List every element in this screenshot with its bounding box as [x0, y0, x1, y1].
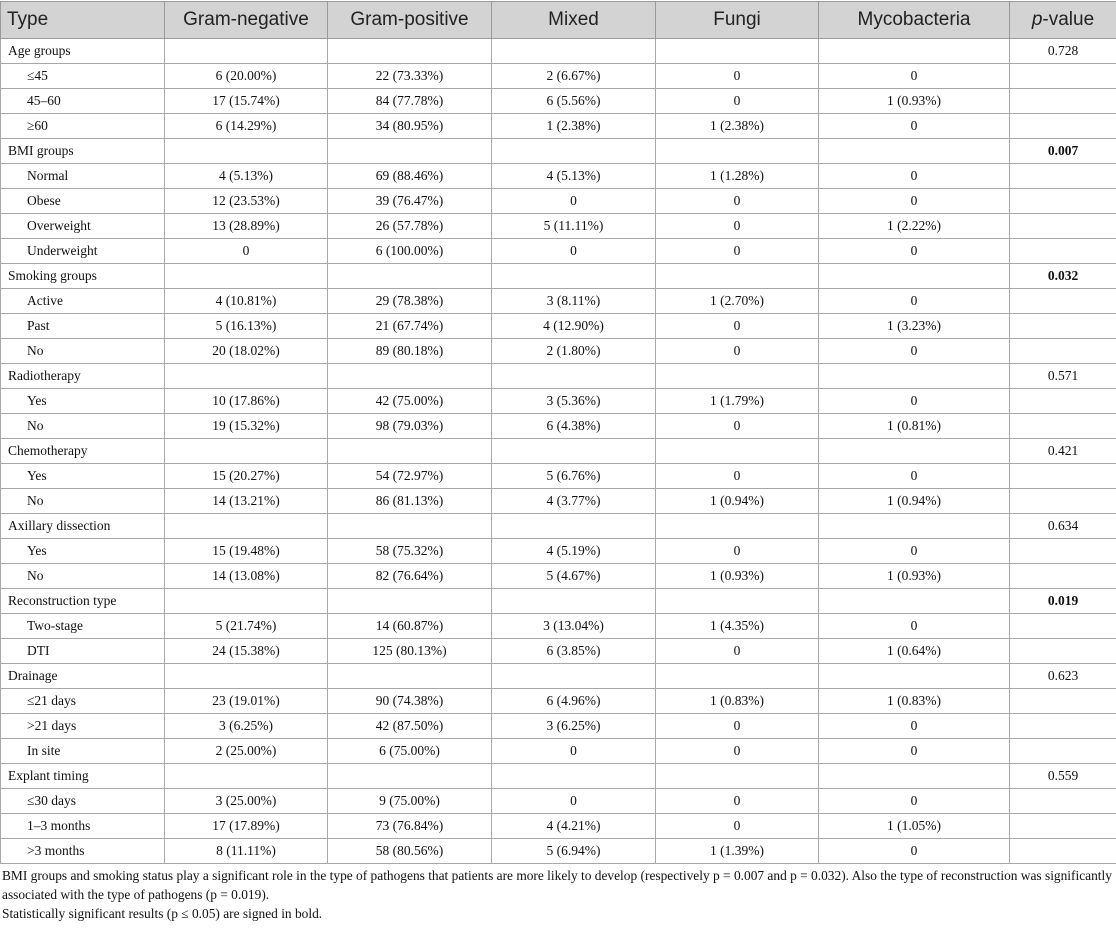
gram-positive-cell: 22 (73.33%)	[328, 64, 492, 89]
mixed-cell: 4 (3.77%)	[492, 489, 656, 514]
mycobacteria-cell: 0	[819, 289, 1010, 314]
fungi-cell	[656, 39, 819, 64]
table-row	[1, 339, 1116, 364]
mycobacteria-cell: 0	[819, 239, 1010, 264]
gram-negative-cell	[165, 39, 328, 64]
p-value-cell	[1010, 464, 1116, 489]
fungi-cell	[656, 364, 819, 389]
mixed-cell	[492, 589, 656, 614]
fungi-cell: 0	[656, 414, 819, 439]
mycobacteria-cell: 0	[819, 739, 1010, 764]
mixed-cell: 2 (1.80%)	[492, 339, 656, 364]
fungi-cell: 0	[656, 89, 819, 114]
mycobacteria-cell: 0	[819, 164, 1010, 189]
mycobacteria-cell: 0	[819, 839, 1010, 864]
p-value-cell	[1010, 89, 1116, 114]
p-value-cell	[1010, 689, 1116, 714]
fungi-cell	[656, 589, 819, 614]
gram-positive-cell: 34 (80.95%)	[328, 114, 492, 139]
gram-negative-cell: 10 (17.86%)	[165, 389, 328, 414]
table-row	[1, 414, 1116, 439]
fungi-cell: 0	[656, 814, 819, 839]
gram-negative-cell: 3 (6.25%)	[165, 714, 328, 739]
mixed-cell: 6 (5.56%)	[492, 89, 656, 114]
gram-negative-cell: 17 (17.89%)	[165, 814, 328, 839]
table-row	[1, 614, 1116, 639]
table-row	[1, 739, 1116, 764]
fungi-cell: 1 (1.28%)	[656, 164, 819, 189]
gram-negative-cell	[165, 364, 328, 389]
gram-positive-cell: 125 (80.13%)	[328, 639, 492, 664]
group-label: Radiotherapy	[1, 364, 165, 389]
p-value-cell	[1010, 389, 1116, 414]
header-mycobacteria: Mycobacteria	[819, 2, 1010, 39]
table-row	[1, 489, 1116, 514]
fungi-cell: 1 (1.79%)	[656, 389, 819, 414]
gram-positive-cell: 26 (57.78%)	[328, 214, 492, 239]
mixed-cell: 4 (5.13%)	[492, 164, 656, 189]
mycobacteria-cell: 1 (0.64%)	[819, 639, 1010, 664]
gram-positive-cell: 86 (81.13%)	[328, 489, 492, 514]
header-type: Type	[1, 2, 165, 39]
row-label: No	[1, 564, 165, 589]
mixed-cell	[492, 664, 656, 689]
gram-negative-cell	[165, 139, 328, 164]
gram-positive-cell: 90 (74.38%)	[328, 689, 492, 714]
gram-positive-cell: 58 (80.56%)	[328, 839, 492, 864]
gram-negative-cell: 15 (20.27%)	[165, 464, 328, 489]
gram-positive-cell	[328, 514, 492, 539]
mycobacteria-cell: 0	[819, 189, 1010, 214]
table-row	[1, 789, 1116, 814]
gram-negative-cell	[165, 664, 328, 689]
mixed-cell: 4 (12.90%)	[492, 314, 656, 339]
mixed-cell	[492, 139, 656, 164]
table-row	[1, 814, 1116, 839]
table-row	[1, 289, 1116, 314]
row-label: DTI	[1, 639, 165, 664]
gram-negative-cell: 14 (13.21%)	[165, 489, 328, 514]
mixed-cell	[492, 764, 656, 789]
header-p-suffix: -value	[1042, 9, 1095, 30]
p-value-cell: 0.728	[1010, 39, 1116, 64]
p-value-cell	[1010, 289, 1116, 314]
mycobacteria-cell	[819, 764, 1010, 789]
row-label: >21 days	[1, 714, 165, 739]
gram-negative-cell: 15 (19.48%)	[165, 539, 328, 564]
fungi-cell: 0	[656, 714, 819, 739]
p-value-cell: 0.007	[1010, 139, 1116, 164]
gram-negative-cell: 20 (18.02%)	[165, 339, 328, 364]
mixed-cell: 5 (6.76%)	[492, 464, 656, 489]
row-label: Active	[1, 289, 165, 314]
gram-positive-cell	[328, 764, 492, 789]
mycobacteria-cell: 0	[819, 389, 1010, 414]
gram-negative-cell: 4 (5.13%)	[165, 164, 328, 189]
gram-negative-cell: 5 (16.13%)	[165, 314, 328, 339]
fungi-cell	[656, 664, 819, 689]
mixed-cell: 3 (6.25%)	[492, 714, 656, 739]
gram-negative-cell: 6 (14.29%)	[165, 114, 328, 139]
fungi-cell: 1 (1.39%)	[656, 839, 819, 864]
p-value-cell	[1010, 414, 1116, 439]
table-footnotes	[2, 866, 1114, 923]
p-value-cell	[1010, 164, 1116, 189]
header-p-letter: p	[1031, 9, 1043, 30]
mycobacteria-cell: 0	[819, 714, 1010, 739]
row-label: No	[1, 339, 165, 364]
footnote-significance: BMI groups and smoking status play a significant role in the type of pathogens that patients are more likely to develop (respectively p = 0.007 and p = 0.032). Also the type of reconstruction was significantly associated with the type of pathogens (p = 0.019).	[2, 868, 1112, 902]
gram-negative-cell: 5 (21.74%)	[165, 614, 328, 639]
row-label: ≤45	[1, 64, 165, 89]
fungi-cell: 0	[656, 464, 819, 489]
row-label: ≤21 days	[1, 689, 165, 714]
mycobacteria-cell: 1 (0.83%)	[819, 689, 1010, 714]
gram-positive-cell: 54 (72.97%)	[328, 464, 492, 489]
mixed-cell	[492, 39, 656, 64]
mycobacteria-cell: 0	[819, 339, 1010, 364]
mycobacteria-cell	[819, 589, 1010, 614]
gram-positive-cell: 21 (67.74%)	[328, 314, 492, 339]
gram-positive-cell: 69 (88.46%)	[328, 164, 492, 189]
mixed-cell	[492, 264, 656, 289]
gram-positive-cell: 6 (100.00%)	[328, 239, 492, 264]
table-body	[1, 39, 1116, 864]
mycobacteria-cell: 0	[819, 464, 1010, 489]
gram-positive-cell: 98 (79.03%)	[328, 414, 492, 439]
fungi-cell: 1 (0.94%)	[656, 489, 819, 514]
p-value-cell	[1010, 189, 1116, 214]
gram-positive-cell: 82 (76.64%)	[328, 564, 492, 589]
gram-negative-cell: 14 (13.08%)	[165, 564, 328, 589]
row-label: No	[1, 414, 165, 439]
header-p-value	[1010, 2, 1116, 39]
gram-negative-cell	[165, 264, 328, 289]
fungi-cell	[656, 139, 819, 164]
table-row	[1, 314, 1116, 339]
mycobacteria-cell: 1 (0.93%)	[819, 564, 1010, 589]
table-row	[1, 689, 1116, 714]
mycobacteria-cell	[819, 364, 1010, 389]
row-label: Obese	[1, 189, 165, 214]
mycobacteria-cell: 1 (1.05%)	[819, 814, 1010, 839]
group-row	[1, 264, 1116, 289]
group-label: BMI groups	[1, 139, 165, 164]
mixed-cell: 3 (5.36%)	[492, 389, 656, 414]
fungi-cell: 1 (4.35%)	[656, 614, 819, 639]
mixed-cell: 0	[492, 789, 656, 814]
mixed-cell: 1 (2.38%)	[492, 114, 656, 139]
gram-negative-cell: 6 (20.00%)	[165, 64, 328, 89]
group-row	[1, 764, 1116, 789]
table-row	[1, 114, 1116, 139]
gram-positive-cell: 14 (60.87%)	[328, 614, 492, 639]
mixed-cell: 4 (5.19%)	[492, 539, 656, 564]
gram-positive-cell: 42 (75.00%)	[328, 389, 492, 414]
group-label: Smoking groups	[1, 264, 165, 289]
table-row	[1, 714, 1116, 739]
row-label: Normal	[1, 164, 165, 189]
mycobacteria-cell	[819, 664, 1010, 689]
gram-negative-cell: 4 (10.81%)	[165, 289, 328, 314]
mixed-cell: 5 (4.67%)	[492, 564, 656, 589]
table-row	[1, 564, 1116, 589]
mycobacteria-cell	[819, 39, 1010, 64]
row-label: In site	[1, 739, 165, 764]
row-label: ≥60	[1, 114, 165, 139]
gram-negative-cell: 24 (15.38%)	[165, 639, 328, 664]
p-value-cell	[1010, 214, 1116, 239]
group-row	[1, 39, 1116, 64]
group-row	[1, 439, 1116, 464]
group-row	[1, 589, 1116, 614]
mixed-cell: 3 (8.11%)	[492, 289, 656, 314]
p-value-cell: 0.623	[1010, 664, 1116, 689]
p-value-cell	[1010, 489, 1116, 514]
fungi-cell: 0	[656, 739, 819, 764]
gram-negative-cell: 0	[165, 239, 328, 264]
gram-negative-cell: 19 (15.32%)	[165, 414, 328, 439]
p-value-cell: 0.032	[1010, 264, 1116, 289]
mixed-cell: 6 (3.85%)	[492, 639, 656, 664]
mixed-cell: 0	[492, 739, 656, 764]
gram-negative-cell	[165, 764, 328, 789]
gram-negative-cell	[165, 439, 328, 464]
p-value-cell	[1010, 564, 1116, 589]
gram-negative-cell: 13 (28.89%)	[165, 214, 328, 239]
fungi-cell	[656, 514, 819, 539]
row-label: Two-stage	[1, 614, 165, 639]
mixed-cell: 6 (4.96%)	[492, 689, 656, 714]
fungi-cell: 0	[656, 239, 819, 264]
p-value-cell	[1010, 614, 1116, 639]
p-value-cell: 0.421	[1010, 439, 1116, 464]
fungi-cell: 0	[656, 339, 819, 364]
mixed-cell: 4 (4.21%)	[492, 814, 656, 839]
mixed-cell: 0	[492, 239, 656, 264]
mycobacteria-cell: 0	[819, 114, 1010, 139]
table-row	[1, 214, 1116, 239]
mycobacteria-cell: 1 (0.94%)	[819, 489, 1010, 514]
header-gram-positive: Gram-positive	[328, 2, 492, 39]
mycobacteria-cell: 1 (2.22%)	[819, 214, 1010, 239]
gram-negative-cell: 3 (25.00%)	[165, 789, 328, 814]
gram-positive-cell: 84 (77.78%)	[328, 89, 492, 114]
fungi-cell	[656, 764, 819, 789]
p-value-cell	[1010, 339, 1116, 364]
row-label: Past	[1, 314, 165, 339]
table-row	[1, 464, 1116, 489]
mixed-cell	[492, 514, 656, 539]
fungi-cell: 0	[656, 314, 819, 339]
fungi-cell: 0	[656, 789, 819, 814]
gram-positive-cell: 29 (78.38%)	[328, 289, 492, 314]
p-value-cell	[1010, 64, 1116, 89]
p-value-cell	[1010, 639, 1116, 664]
p-value-cell	[1010, 714, 1116, 739]
mixed-cell: 5 (11.11%)	[492, 214, 656, 239]
mixed-cell: 6 (4.38%)	[492, 414, 656, 439]
header-mixed: Mixed	[492, 2, 656, 39]
gram-positive-cell	[328, 139, 492, 164]
gram-negative-cell	[165, 589, 328, 614]
group-row	[1, 139, 1116, 164]
fungi-cell	[656, 439, 819, 464]
table-row	[1, 839, 1116, 864]
group-label: Chemotherapy	[1, 439, 165, 464]
gram-positive-cell: 39 (76.47%)	[328, 189, 492, 214]
mixed-cell	[492, 364, 656, 389]
fungi-cell: 0	[656, 214, 819, 239]
p-value-cell	[1010, 814, 1116, 839]
p-value-cell	[1010, 239, 1116, 264]
p-value-cell: 0.571	[1010, 364, 1116, 389]
mycobacteria-cell: 0	[819, 539, 1010, 564]
mycobacteria-cell: 1 (0.81%)	[819, 414, 1010, 439]
gram-positive-cell	[328, 439, 492, 464]
fungi-cell	[656, 264, 819, 289]
pathogen-table	[0, 1, 1116, 864]
gram-negative-cell: 8 (11.11%)	[165, 839, 328, 864]
mixed-cell: 2 (6.67%)	[492, 64, 656, 89]
group-label: Explant timing	[1, 764, 165, 789]
row-label: ≤30 days	[1, 789, 165, 814]
gram-negative-cell: 17 (15.74%)	[165, 89, 328, 114]
p-value-cell	[1010, 114, 1116, 139]
p-value-cell	[1010, 789, 1116, 814]
row-label: Overweight	[1, 214, 165, 239]
gram-positive-cell	[328, 39, 492, 64]
p-value-cell	[1010, 739, 1116, 764]
header-gram-negative: Gram-negative	[165, 2, 328, 39]
mycobacteria-cell	[819, 264, 1010, 289]
mycobacteria-cell: 0	[819, 64, 1010, 89]
group-label: Reconstruction type	[1, 589, 165, 614]
fungi-cell: 1 (2.38%)	[656, 114, 819, 139]
row-label: No	[1, 489, 165, 514]
row-label: Yes	[1, 464, 165, 489]
group-label: Axillary dissection	[1, 514, 165, 539]
group-label: Drainage	[1, 664, 165, 689]
gram-positive-cell	[328, 664, 492, 689]
p-value-cell	[1010, 314, 1116, 339]
fungi-cell: 1 (0.93%)	[656, 564, 819, 589]
table-row	[1, 239, 1116, 264]
group-row	[1, 664, 1116, 689]
footnote-bold-note: Statistically significant results (p ≤ 0.05) are signed in bold.	[2, 906, 323, 921]
mycobacteria-cell: 0	[819, 614, 1010, 639]
p-value-cell	[1010, 839, 1116, 864]
group-label: Age groups	[1, 39, 165, 64]
table-row	[1, 539, 1116, 564]
p-value-cell: 0.634	[1010, 514, 1116, 539]
table-row	[1, 189, 1116, 214]
table-header-row	[1, 2, 1116, 39]
mycobacteria-cell: 1 (3.23%)	[819, 314, 1010, 339]
mycobacteria-cell	[819, 139, 1010, 164]
gram-positive-cell: 73 (76.84%)	[328, 814, 492, 839]
gram-positive-cell	[328, 264, 492, 289]
row-label: Yes	[1, 389, 165, 414]
gram-positive-cell	[328, 589, 492, 614]
mixed-cell	[492, 439, 656, 464]
table-row	[1, 89, 1116, 114]
table-row	[1, 64, 1116, 89]
mixed-cell: 3 (13.04%)	[492, 614, 656, 639]
fungi-cell: 1 (2.70%)	[656, 289, 819, 314]
table-row	[1, 164, 1116, 189]
group-row	[1, 514, 1116, 539]
fungi-cell: 0	[656, 189, 819, 214]
gram-positive-cell: 6 (75.00%)	[328, 739, 492, 764]
mycobacteria-cell	[819, 514, 1010, 539]
fungi-cell: 0	[656, 539, 819, 564]
fungi-cell: 0	[656, 64, 819, 89]
row-label: Yes	[1, 539, 165, 564]
fungi-cell: 1 (0.83%)	[656, 689, 819, 714]
table-row	[1, 639, 1116, 664]
row-label: 1–3 months	[1, 814, 165, 839]
mixed-cell: 5 (6.94%)	[492, 839, 656, 864]
gram-positive-cell: 42 (87.50%)	[328, 714, 492, 739]
mycobacteria-cell: 0	[819, 789, 1010, 814]
p-value-cell	[1010, 539, 1116, 564]
row-label: >3 months	[1, 839, 165, 864]
p-value-cell: 0.019	[1010, 589, 1116, 614]
mycobacteria-cell: 1 (0.93%)	[819, 89, 1010, 114]
gram-positive-cell: 9 (75.00%)	[328, 789, 492, 814]
gram-positive-cell: 89 (80.18%)	[328, 339, 492, 364]
gram-negative-cell: 12 (23.53%)	[165, 189, 328, 214]
mycobacteria-cell	[819, 439, 1010, 464]
table-row	[1, 389, 1116, 414]
gram-negative-cell: 2 (25.00%)	[165, 739, 328, 764]
row-label: Underweight	[1, 239, 165, 264]
p-value-cell: 0.559	[1010, 764, 1116, 789]
fungi-cell: 0	[656, 639, 819, 664]
gram-positive-cell: 58 (75.32%)	[328, 539, 492, 564]
row-label: 45–60	[1, 89, 165, 114]
gram-negative-cell: 23 (19.01%)	[165, 689, 328, 714]
group-row	[1, 364, 1116, 389]
mixed-cell: 0	[492, 189, 656, 214]
gram-positive-cell	[328, 364, 492, 389]
gram-negative-cell	[165, 514, 328, 539]
header-fungi: Fungi	[656, 2, 819, 39]
